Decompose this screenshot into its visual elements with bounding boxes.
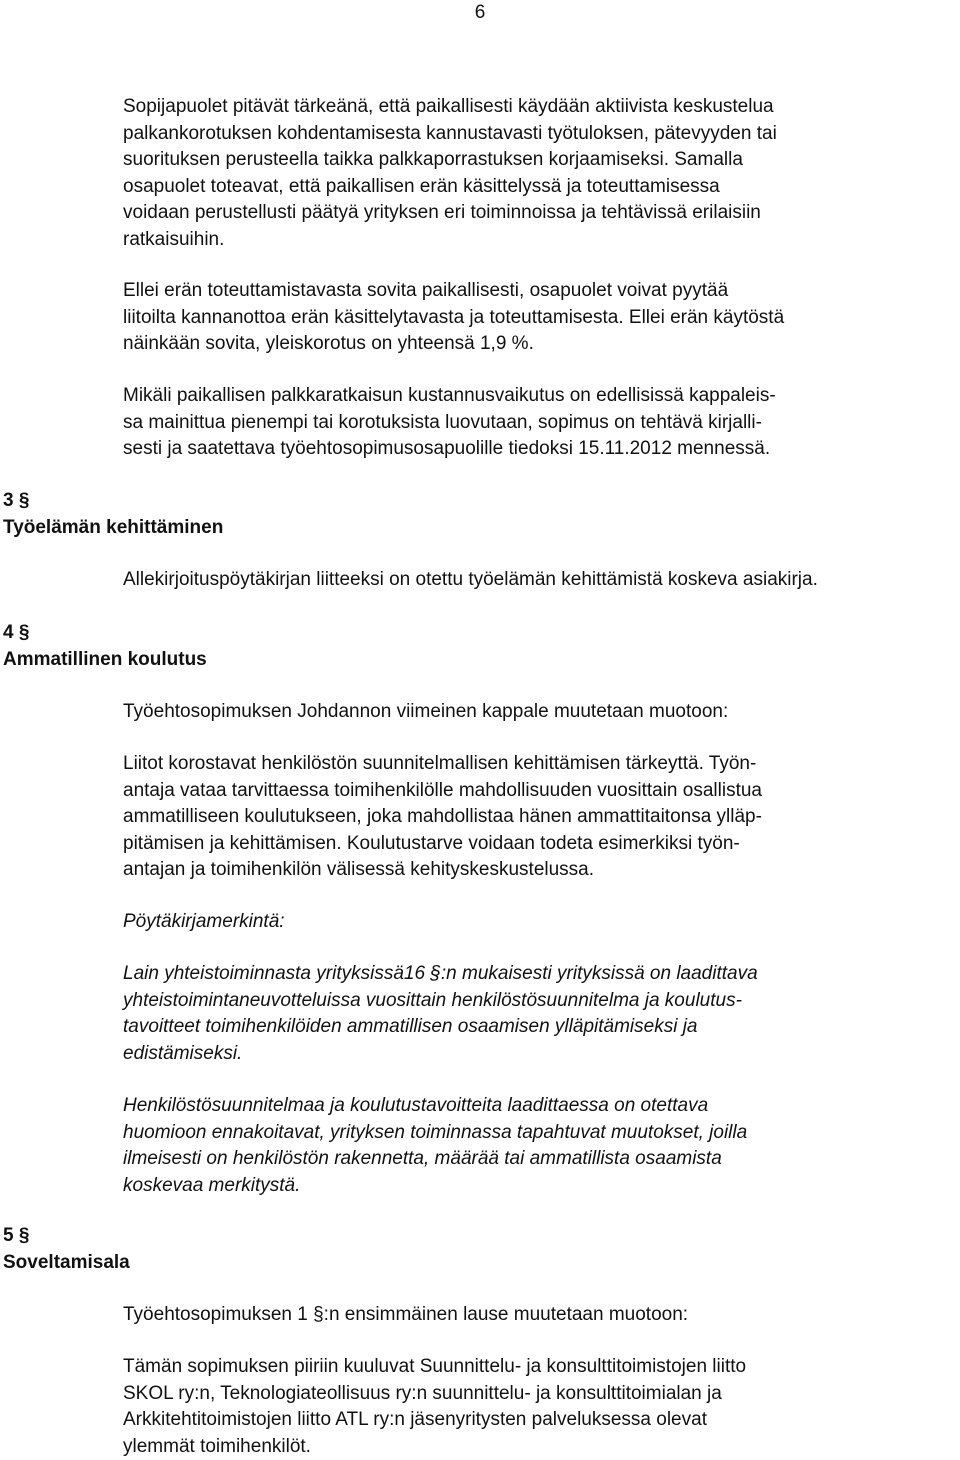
section-heading-3 [3, 488, 223, 541]
text-line: huomioon ennakoitavat, yrityksen toiminnassa tapahtuvat muutokset, joilla [123, 1121, 748, 1143]
text-line: pitämisen ja kehittämisen. Koulutustarve voidaan todeta esimerkiksi työn- [123, 832, 740, 854]
section-title: Työelämän kehittäminen [3, 516, 224, 538]
section-number: 5 § [3, 1225, 30, 1246]
text-line: sa mainittua pienempi tai korotuksista luovutaan, sopimus on tehtävä kirjalli- [123, 411, 762, 433]
text-line: ratkaisuihin. [123, 228, 225, 250]
text-line: Työehtosopimuksen Johdannon viimeinen kappale muutetaan muotoon: [123, 701, 729, 722]
text-line: suorituksen perusteella taikka palkkaporrastuksen korjaamiseksi. Samalla [123, 149, 743, 170]
text-line: koskevaa merkitystä. [123, 1174, 301, 1196]
text-line: osapuolet toteavat, että paikallisen erän käsittelyssä ja toteuttamisessa [123, 175, 720, 197]
paragraph-scope-change [123, 1302, 903, 1329]
text-line: voidaan perustellusti päätyä yrityksen eri toiminnoissa ja tehtävissä erilaisiin [123, 202, 761, 223]
paragraph-preamble-change [123, 699, 903, 726]
text-line: ammatilliseen koulutukseen, joka mahdollistaa hänen ammattitaitonsa ylläp- [123, 806, 762, 827]
paragraph-training-text [123, 751, 903, 884]
page-number: 6 [474, 2, 486, 23]
text-line: ylemmät toimihenkilöt. [123, 1435, 311, 1457]
text-line: Sopijapuolet pitävät tärkeänä, että paikallisesti käydään aktiivista keskustelua [123, 96, 774, 117]
section-title: Ammatillinen koulutus [3, 648, 207, 670]
text-line: edistämiseksi. [123, 1042, 243, 1064]
text-line: sesti ja saatettava työehtosopimusosapuolille tiedoksi 15.11.2012 mennessä. [123, 438, 771, 459]
text-line: SKOL ry:n, Teknologiateollisuus ry:n suunnittelu- ja konsulttitoimialan ja [123, 1382, 722, 1404]
text-line: Lain yhteistoiminnasta yrityksissä16 §:n mukaisesti yrityksissä on laadittava [123, 963, 758, 984]
paragraph-cooperation-law [123, 961, 903, 1067]
text-line: Työehtosopimuksen 1 §:n ensimmäinen lause muutetaan muotoon: [123, 1304, 689, 1325]
text-line: Liitot korostavat henkilöstön suunnitelmallisen kehittämisen tärkeyttä. Työn- [123, 753, 757, 774]
paragraph-personnel-plan [123, 1093, 903, 1199]
paragraph-fallback-increase [123, 278, 903, 358]
section-heading-4 [3, 620, 207, 673]
text-line: palkankorotuksen kohdentamisesta kannustavasti työtuloksen, pätevyyden tai [123, 122, 777, 144]
text-line: liitoilta kannanottoa erän käsittelytavasta ja toteuttamisesta. Ellei erän käytöstä [123, 306, 785, 328]
text-line: Pöytäkirjamerkintä: [123, 911, 285, 932]
text-line: Arkkitehtitoimistojen liitto ATL ry:n jäsenyritysten palveluksessa olevat [123, 1409, 707, 1430]
paragraph-local-discussion [123, 94, 903, 253]
text-line: Allekirjoituspöytäkirjan liitteeksi on otettu työelämän kehittämistä koskeva asiakirja. [123, 569, 818, 590]
protocol-note-label [123, 909, 903, 936]
paragraph-cost-effect [123, 383, 903, 463]
text-line: Henkilöstösuunnitelmaa ja koulutustavoitteita laadittaessa on otettava [123, 1095, 709, 1116]
text-line: Mikäli paikallisen palkkaratkaisun kustannusvaikutus on edellisissä kappaleis- [123, 385, 776, 406]
text-line: antajan ja toimihenkilön välisessä kehityskeskustelussa. [123, 859, 595, 880]
text-line: yhteistoimintaneuvotteluissa vuosittain henkilöstösuunnitelma ja koulutus- [123, 989, 742, 1011]
text-line: tavoitteet toimihenkilöiden ammatillisen osaamisen ylläpitämiseksi ja [123, 1016, 698, 1037]
paragraph-scope-text [123, 1354, 903, 1460]
section-heading-5 [3, 1223, 130, 1276]
text-line: antaja vataa tarvittaessa toimihenkilölle mahdollisuuden vuosittain osallistua [123, 779, 762, 801]
text-line: ilmeisesti on henkilöstön rakennetta, määrää tai ammatillista osaamista [123, 1148, 722, 1169]
section-number: 3 § [3, 490, 30, 511]
text-line: näinkään sovita, yleiskorotus on yhteensä 1,9 %. [123, 333, 534, 354]
paragraph-appendix-note [123, 567, 960, 594]
section-number: 4 § [3, 622, 30, 643]
text-line: Tämän sopimuksen piiriin kuuluvat Suunnittelu- ja konsulttitoimistojen liitto [123, 1356, 747, 1377]
text-line: Ellei erän toteuttamistavasta sovita paikallisesti, osapuolet voivat pyytää [123, 280, 729, 301]
section-title: Soveltamisala [3, 1251, 130, 1273]
